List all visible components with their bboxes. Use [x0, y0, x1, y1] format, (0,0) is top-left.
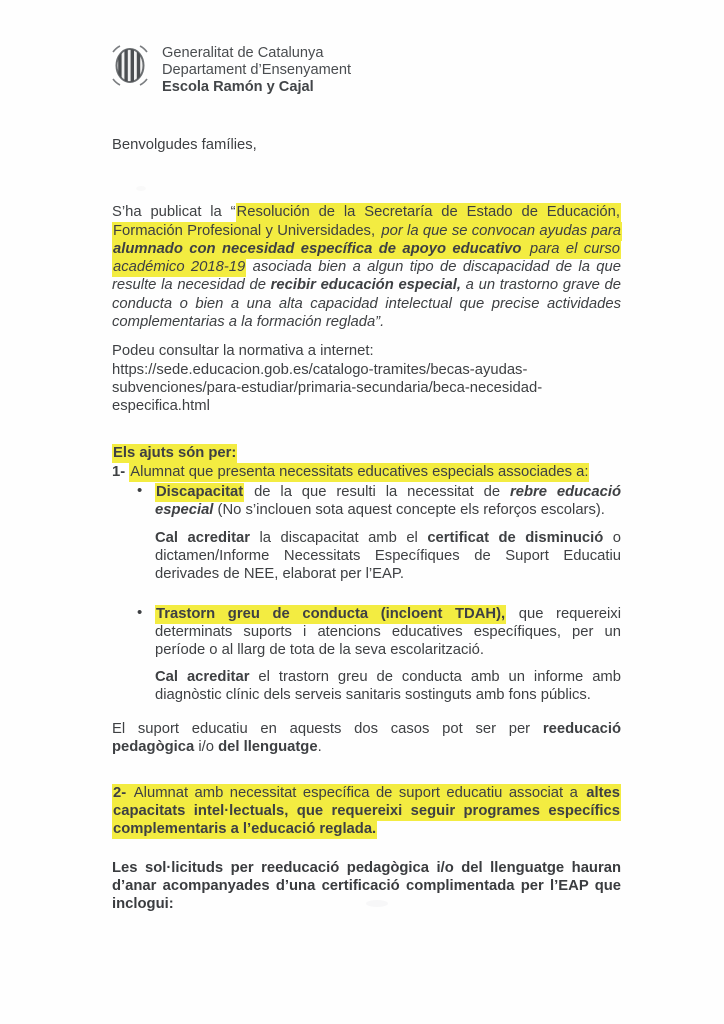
paragraph-text: el trastorn greu de conducta amb un informe amb diagnòstic clínic dels serveis sanitaris sostinguts amb fons públics.: [155, 668, 621, 703]
department-name: Departament d’Ensenyament: [162, 61, 352, 78]
paragraph-text: reeducació pedagògica: [112, 721, 621, 756]
paragraph-text: .: [317, 739, 322, 756]
highlighted-text: alumnado con necesidad específica de apoyo educativo: [113, 240, 528, 257]
highlighted-text: Resolución de la Secretaría de Estado de Educación, Formación Profesional y Universidades,: [113, 204, 620, 239]
ajuts-title: [112, 444, 621, 462]
bullet-icon: •: [137, 482, 143, 500]
highlighted-text: 2-: [113, 784, 127, 801]
bullet-text: (No s’inclouen sota aquest concepte els reforços escolars).: [213, 502, 605, 519]
item-number: 1-: [112, 463, 126, 480]
closing-paragraph: Les sol·licituds per reeducació pedagògica i/o del llenguatge hauran d’anar acompanyades d’una certificació complimentada per l’EAP que inclogui:: [112, 859, 621, 913]
normativa-block: [112, 342, 621, 415]
section-2-paragraph: [112, 784, 621, 839]
highlighted-text: Trastorn greu de conducta (incloent TDAH),: [156, 605, 506, 622]
org-name: Generalitat de Catalunya: [162, 45, 324, 61]
paragraph-text: o dictamen/Informe Necessitats Específiques de Suport Educatiu derivades de NEE, elaborat per l’EAP.: [155, 529, 622, 583]
normativa-url-line: subvenciones/para-estudiar/primaria-secundaria/beca-necesidad-: [112, 379, 543, 396]
intro-text: S’ha publicat la “: [112, 204, 236, 221]
paragraph-text: certificat de disminució: [427, 529, 604, 546]
bullet-text: de la que resulti la necessitat de: [244, 484, 510, 501]
bullet-icon: •: [137, 603, 143, 621]
bullet-text: rebre educació especial: [155, 484, 621, 519]
paragraph-text: del llenguatge: [218, 739, 318, 756]
highlighted-text: Alumnat que presenta necessitats educatives especials associades a:: [130, 463, 589, 480]
intro-paragraph: [112, 203, 621, 331]
intro-text: recibir educación especial,: [270, 277, 466, 294]
bullet-item-discapacitat: [112, 483, 621, 520]
paragraph-text: Cal acreditar: [155, 668, 250, 685]
highlighted-text: Alumnat amb necessitat específica de suport educatiu associat a: [128, 784, 585, 801]
normativa-url-line: especifica.html: [112, 398, 210, 415]
intro-text: a un trastorno grave de conducta o bien a una alta capacidad intelectual que precise actividades complementarias a la formación reglada”.: [112, 277, 622, 331]
bullet-item-trastorn: [112, 605, 621, 660]
ajuts-item-1: [112, 463, 621, 481]
paragraph-text: la discapacitat amb el: [250, 529, 428, 546]
intro-text: asociada bien a algun tipo de discapacidad de la que resulte la necesidad de: [112, 259, 621, 294]
greeting: Benvolgudes famílies,: [112, 137, 257, 153]
normativa-intro: Podeu consultar la normativa a internet:: [112, 343, 374, 360]
normativa-url-line: https://sede.educacion.gob.es/catalogo-tramites/becas-ayudas-: [112, 361, 528, 378]
acreditar-paragraph-2: [155, 668, 621, 705]
letter-body: [112, 0, 621, 914]
paragraph-text: El suport educatiu en aquests dos casos pot ser per: [112, 721, 543, 738]
highlighted-text: para el curso académico 2018-19: [113, 240, 620, 276]
highlighted-text: altes capacitats intel·lectuals, que requereixi seguir programes específics complementaris a l’educació reglada.: [113, 784, 620, 838]
support-paragraph: [112, 720, 621, 757]
paragraph-text: i/o: [194, 739, 219, 756]
paragraph-text: Cal acreditar: [155, 529, 251, 546]
highlighted-text: Els ajuts són per:: [113, 444, 237, 461]
highlighted-text: Discapacitat: [156, 484, 244, 501]
highlighted-text: por la que se convocan ayudas para: [381, 222, 621, 239]
school-name: Escola Ramón y Cajal: [162, 78, 314, 95]
bullet-text: que requereixi determinats suports i atencions educatives específiques, per un període o al llarg de tota de la seva escolarització.: [155, 605, 621, 659]
acreditar-paragraph-1: [155, 529, 621, 584]
